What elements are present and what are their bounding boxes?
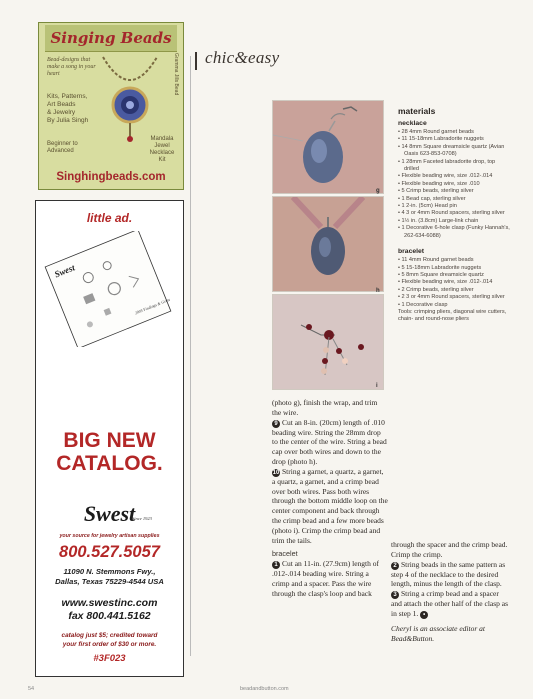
step-number-icon: 2 <box>391 562 399 570</box>
ad-side-text: Gramma Jills Bead <box>173 53 179 96</box>
material-item: • 1 Decorative clasp <box>398 301 448 308</box>
end-mark-icon: • <box>420 611 428 619</box>
photo-label-g: g <box>376 188 380 194</box>
bracelet-step-3 <box>391 589 509 619</box>
swest-ad <box>35 200 184 677</box>
tools-text: Tools: crimping pliers, diagonal wire cutters, chain- and round-nose pliers <box>398 308 507 323</box>
material-item: • 11 4mm Round garnet beads <box>398 257 474 264</box>
promo-code: #3F023 <box>93 653 126 664</box>
material-item: • 5 Crimp beads, sterling silver <box>398 188 474 195</box>
swest-logo: Swest <box>83 501 136 526</box>
material-item: • 1 Bead cap, sterling silver <box>398 195 466 202</box>
phone-number: 800.527.5057 <box>59 543 160 561</box>
step-number-icon: 9 <box>272 420 280 428</box>
singing-beads-ad <box>38 22 184 190</box>
material-item: • 2 Crimp beads, sterling silver <box>398 286 474 293</box>
bracelet-heading: bracelet <box>272 549 298 559</box>
material-item: • Flexible beading wire, size .010 <box>398 180 480 187</box>
material-item: • Flexible beading wire, size .012-.014 <box>398 173 493 180</box>
bracelet-step-3-text: String a crimp bead and a spacer and attach the other half of the clasp as in step 1. <box>391 589 509 618</box>
necklace-list <box>398 129 510 240</box>
tagline: your source for jewelry artisan supplies <box>59 533 160 539</box>
photo-h <box>272 196 384 292</box>
step-number-icon: 10 <box>272 469 280 476</box>
catalog-offer: catalog just $5; credited toward your first order of $30 or more. <box>61 632 158 648</box>
author-credit: Cheryl is an associate editor at Bead&Button. <box>391 623 485 643</box>
material-item: • 14 8mm Square dreamsicle quartz (Avian Oasis 623-853-0708) <box>398 143 505 158</box>
catalog-brand-text: Swest <box>52 262 77 280</box>
bracelet-step-2-text: String beads in the same pattern as step 4 of the necklace to the desired length, minus the length of the clasp. <box>391 559 506 589</box>
column-divider <box>190 56 191 656</box>
little-ad-heading: little ad. <box>86 211 133 225</box>
catalog-cover-image <box>44 231 172 347</box>
web-and-fax: www.swestinc.com fax 800.441.5162 <box>61 597 158 622</box>
ad-brand-logo: Singing Beads <box>45 25 177 52</box>
instruction-text: (photo g), finish the wrap, and trim the wire. <box>272 398 378 417</box>
instructions-column-right <box>391 540 509 644</box>
bracelet-list <box>398 257 510 309</box>
material-item: • 28 4mm Round garnet beads <box>398 129 474 135</box>
material-item: • 5 15-18mm Labradorite nuggets <box>398 264 482 271</box>
catalog-year-text: 2003 Findings & Gems <box>134 296 171 316</box>
address: 11090 N. Stemmons Fwy., Dallas, Texas 75229-4544 USA <box>55 567 164 586</box>
step-9 <box>272 418 388 467</box>
ad-url: Singhingbeads.com <box>56 171 166 183</box>
ad-kit-label: Mandala Jewel Necklace Kit <box>149 136 175 163</box>
materials-heading: materials <box>398 106 436 116</box>
material-item: • 5 8mm Square dreamsicle quartz <box>398 271 484 278</box>
big-catalog-heading: BIG NEW CATALOG. <box>56 429 163 475</box>
instructions-column <box>272 398 388 599</box>
materials-box <box>398 106 510 324</box>
material-item: • 1 Decorative 6-hole clasp (Funky Hannah's, 262-634-6088) <box>398 225 510 239</box>
since-text: Since 1923 <box>132 516 152 521</box>
instruction-text: through the spacer and the crimp bead. Crimp the crimp. <box>391 540 508 559</box>
photo-label-h: h <box>376 288 380 294</box>
ad-level: Beginner to Advanced <box>47 141 78 154</box>
step-10 <box>272 467 388 546</box>
ad-list: Kits, Patterns, Art Beads & Jewelry By Julia Singh <box>47 93 89 124</box>
footer-site: beadandbutton.com <box>240 686 289 692</box>
material-item: • 1 2-in. (5cm) Head pin <box>398 203 457 210</box>
photo-i <box>272 294 384 390</box>
material-item: • 1 28mm Faceted labradorite drop, top drilled <box>398 158 496 173</box>
step-9-text: Cut an 8-in. (20cm) length of .010 beading wire. String the 28mm drop to the center of the wire. String a bead cap over both wires and down to the drop (photo h). <box>272 417 387 466</box>
section-title: chic&easy <box>205 48 280 67</box>
step-10-text: String a garnet, a quartz, a garnet, a quartz, a garnet, and a crimp bead over both wires. Pass both wires through the bottom middle loop on the center component and back through the crimp bead and a few more beads (photo i). Crimp the crimp bead and trim the tails. <box>272 466 388 545</box>
material-item: • 2 3 or 4mm Round spacers, sterling silver <box>398 294 505 301</box>
material-item: • 11 15-18mm Labradorite nuggets <box>398 136 484 143</box>
bracelet-step-2 <box>391 560 509 590</box>
material-item: • 1½ in. (3.8cm) Large-link chain <box>398 217 479 224</box>
step-number-icon: 1 <box>272 561 280 569</box>
bracelet-subheading: bracelet <box>398 248 425 256</box>
necklace-image <box>99 53 161 143</box>
ad-blurb: Bead-designs that make a song in your heart <box>47 57 96 77</box>
material-item: • Flexible beading wire, size .012-.014 <box>398 279 493 286</box>
bracelet-step-1 <box>272 559 388 598</box>
bracelet-step-1-text: Cut an 11-in. (27.9cm) length of .012-.014 beading wire. String a crimp and a spacer. Pass the wire through the clasp's loop and back <box>272 559 379 598</box>
photo-label-i: i <box>376 383 378 389</box>
page-number: 54 <box>28 686 35 692</box>
necklace-subheading: necklace <box>398 120 427 127</box>
material-item: • 4 3 or 4mm Round spacers, sterling silver <box>398 210 505 217</box>
step-number-icon: 3 <box>391 591 399 599</box>
photo-g <box>272 100 384 194</box>
